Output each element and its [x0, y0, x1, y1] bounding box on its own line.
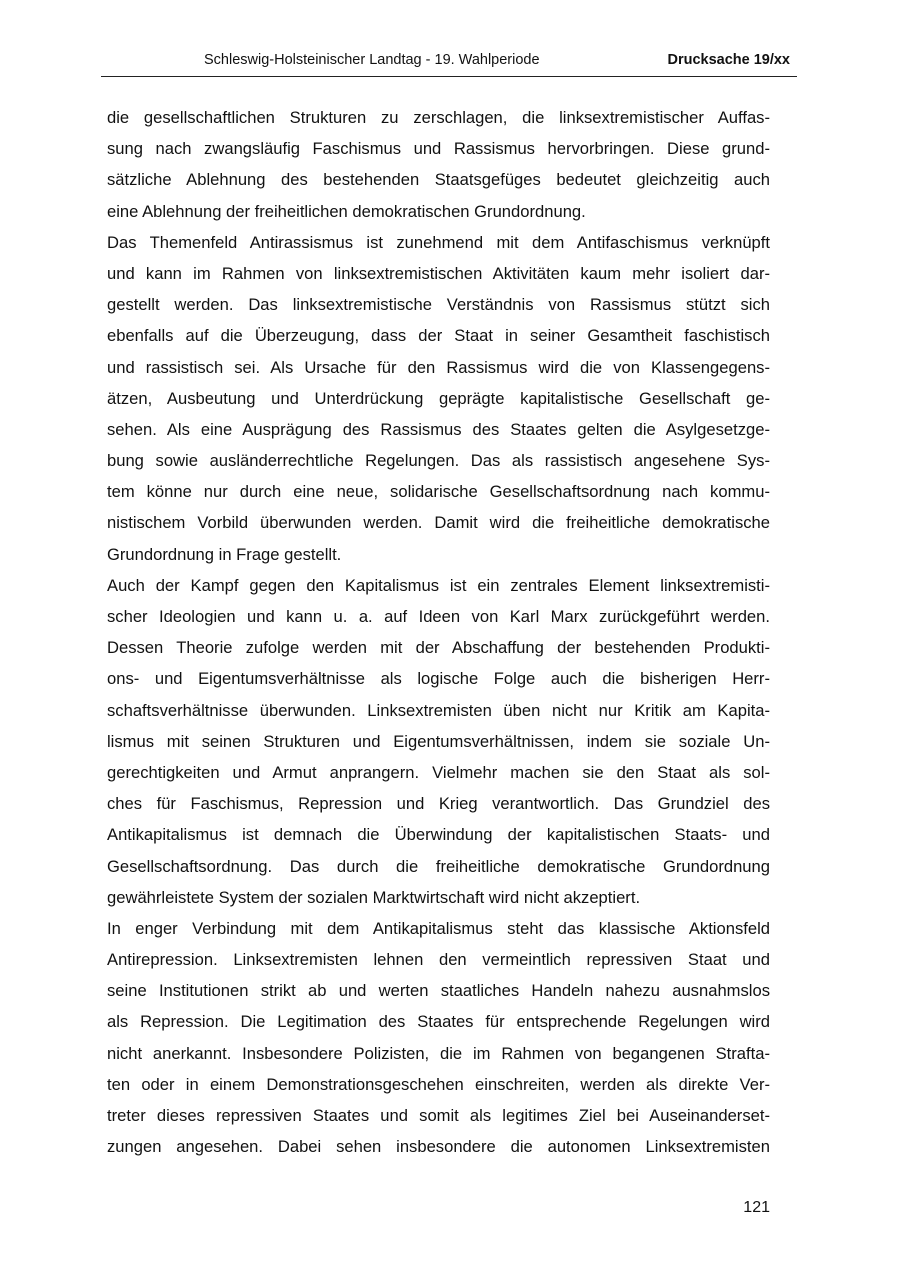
text-line: sehen. Als eine Ausprägung des Rassismus des Staates gelten die Asylgesetzge- [107, 419, 770, 439]
text-line: eine Ablehnung der freiheitlichen demokratischen Grundordnung. [107, 201, 586, 221]
text-line: ches für Faschismus, Repression und Krieg verantwortlich. Das Grundziel des [107, 794, 770, 814]
text-line: Antikapitalismus ist demnach die Überwindung der kapitalistischen Staats- und [107, 825, 770, 845]
header-document-number: Drucksache 19/xx [667, 52, 790, 68]
text-line: schaftsverhältnisse überwunden. Linksextremisten üben nicht nur Kritik am Kapita- [107, 700, 770, 720]
text-line: scher Ideologien und kann u. a. auf Ideen von Karl Marx zurückgeführt werden. [107, 607, 770, 626]
text-line: Auch der Kampf gegen den Kapitalismus ist ein zentrales Element linksextremisti- [107, 575, 770, 595]
text-line: In enger Verbindung mit dem Antikapitalismus steht das klassische Aktionsfeld [107, 918, 770, 938]
document-body [107, 106, 770, 1166]
paragraph [107, 106, 770, 231]
header-title: Schleswig-Holsteinischer Landtag - 19. Wahlperiode [204, 52, 540, 68]
text-line: zungen angesehen. Dabei sehen insbesondere die autonomen Linksextremisten [107, 1137, 770, 1157]
text-line: sung nach zwangsläufig Faschismus und Rassismus hervorbringen. Diese grund- [107, 139, 770, 159]
text-line: treter dieses repressiven Staates und somit als legitimes Ziel bei Auseinanderset- [107, 1106, 770, 1125]
text-line: und rassistisch sei. Als Ursache für den Rassismus wird die von Klassengegens- [107, 357, 770, 377]
text-line: gewährleistete System der sozialen Marktwirtschaft wird nicht akzeptiert. [107, 887, 641, 907]
text-line: ebenfalls auf die Überzeugung, dass der Staat in seiner Gesamtheit faschistisch [107, 326, 770, 346]
text-line: bung sowie ausländerrechtliche Regelungen. Das als rassistisch angesehene Sys- [107, 451, 770, 471]
text-line: tem könne nur durch eine neue, solidarische Gesellschaftsordnung nach kommu- [107, 482, 770, 502]
text-line: Dessen Theorie zufolge werden mit der Abschaffung der bestehenden Produkti- [107, 638, 770, 658]
text-line: seine Institutionen strikt ab und werten staatliches Handeln nahezu ausnahmslos [107, 981, 770, 1001]
header-rule [101, 76, 797, 77]
text-line: gestellt werden. Das linksextremistische Verständnis von Rassismus stützt sich [107, 295, 770, 315]
text-line: nicht anerkannt. Insbesondere Polizisten, die im Rahmen von begangenen Strafta- [107, 1043, 770, 1063]
text-line: die gesellschaftlichen Strukturen zu zerschlagen, die linksextremistischer Auffas- [107, 108, 770, 127]
text-line: als Repression. Die Legitimation des Staates für entsprechende Regelungen wird [107, 1012, 770, 1032]
paragraph [107, 574, 770, 917]
paragraph [107, 231, 770, 574]
text-line: Das Themenfeld Antirassismus ist zunehmend mit dem Antifaschismus verknüpft [107, 232, 770, 252]
paragraph [107, 917, 770, 1167]
text-line: Antirepression. Linksextremisten lehnen den vermeintlich repressiven Staat und [107, 950, 770, 970]
text-line: gerechtigkeiten und Armut anprangern. Vielmehr machen sie den Staat als sol- [107, 762, 770, 782]
text-line: Grundordnung in Frage gestellt. [107, 544, 342, 564]
text-line: sätzliche Ablehnung des bestehenden Staatsgefüges bedeutet gleichzeitig auch [107, 170, 770, 190]
text-line: lismus mit seinen Strukturen und Eigentumsverhältnissen, indem sie soziale Un- [107, 731, 770, 751]
text-line: Gesellschaftsordnung. Das durch die freiheitliche demokratische Grundordnung [107, 856, 770, 876]
text-line: ons- und Eigentumsverhältnisse als logische Folge auch die bisherigen Herr- [107, 669, 770, 689]
page-number: 121 [743, 1199, 770, 1216]
text-line: ätzen, Ausbeutung und Unterdrückung geprägte kapitalistische Gesellschaft ge- [107, 388, 770, 408]
text-line: ten oder in einem Demonstrationsgeschehen einschreiten, werden als direkte Ver- [107, 1074, 770, 1094]
text-line: nistischem Vorbild überwunden werden. Damit wird die freiheitliche demokratische [107, 513, 770, 533]
text-line: und kann im Rahmen von linksextremistischen Aktivitäten kaum mehr isoliert dar- [107, 263, 770, 283]
